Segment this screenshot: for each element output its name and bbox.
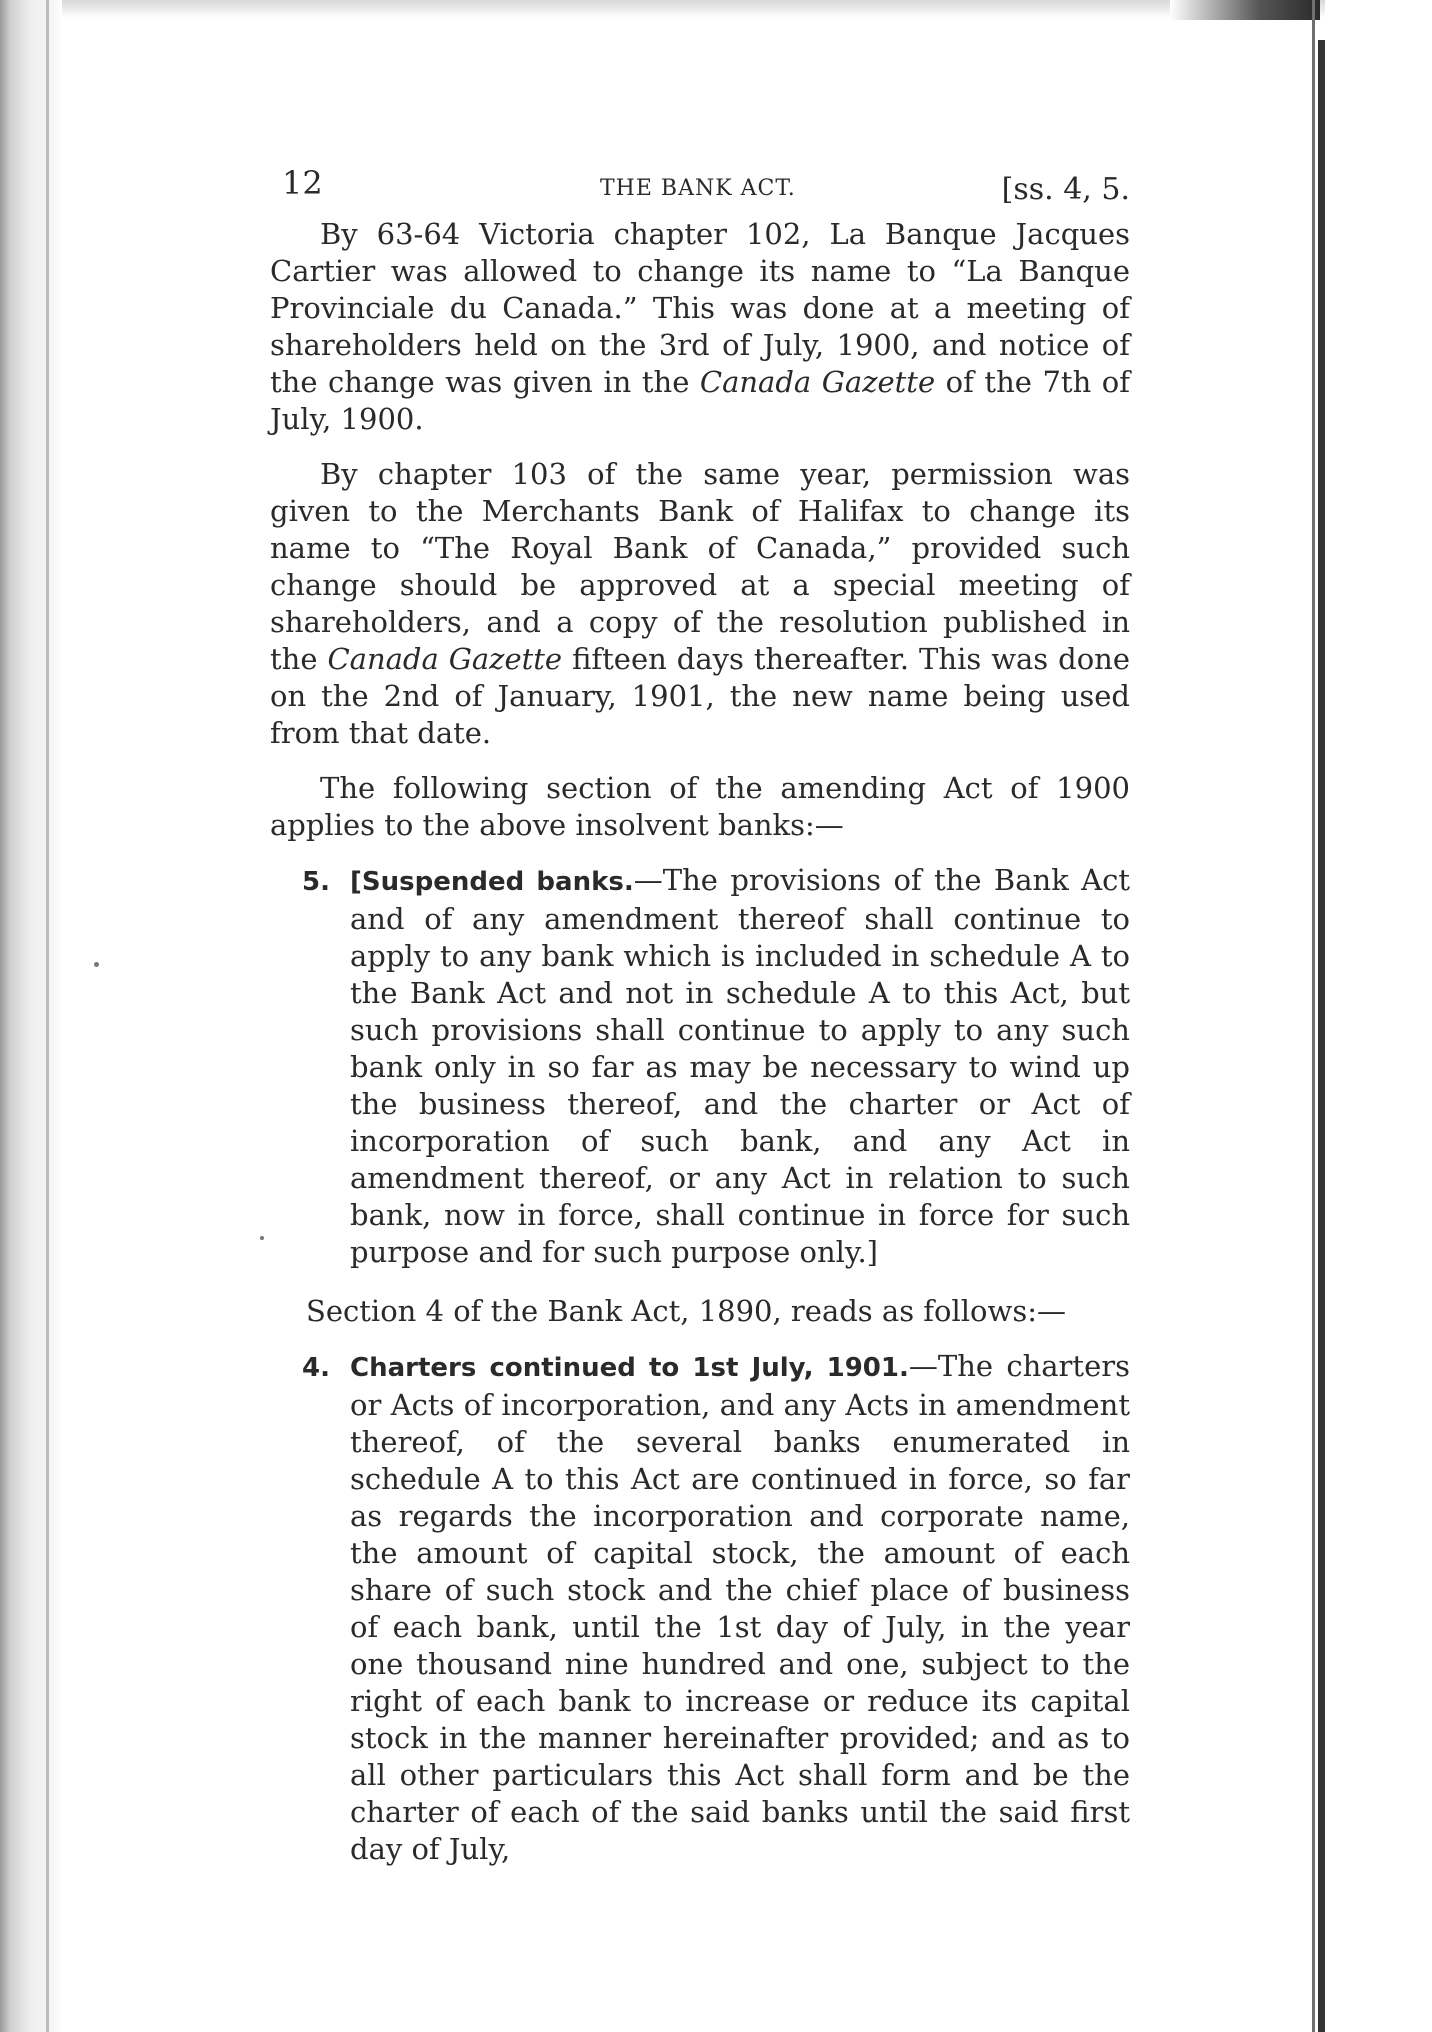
- section-title: Charters continued to 1st July, 1901.: [350, 1353, 909, 1383]
- page-edge: [1318, 40, 1325, 2032]
- scan-speck: [94, 962, 99, 967]
- section-4-intro: Section 4 of the Bank Act, 1890, reads as follows:—: [306, 1294, 1066, 1328]
- paragraph-royal-bank: [270, 456, 1130, 752]
- section-body: —The provisions of the Bank Act and of any amendment thereof shall continue to apply to any bank which is included in schedule A to the Bank Act and not in schedule A to this Act, but such provisions shall continue to apply to any such bank only in so far as may be necessary to wind up the business thereof, and the charter or Act of incorporation of such bank, and any Act in amendment thereof, or any Act in relation to such bank, now in force, shall continue in force for such purpose and for such purpose only.]: [350, 863, 1130, 1269]
- book-page: [270, 160, 1130, 1890]
- paragraph-amending-act: The following section of the amending Act of 1900 applies to the above insolvent banks:—: [270, 771, 1130, 842]
- page-edge-thin: [1312, 0, 1315, 2032]
- paragraph-text: By chapter 103 of the same year, permission was given to the Merchants Bank of Halifax to change its name to “The Royal Bank of Canada,” provided such change should be approved at a special meeting of shareholders, and a copy of the resolution published in the: [270, 457, 1130, 676]
- italic-gazette: Canada Gazette: [327, 642, 563, 676]
- section-number: 4.: [302, 1353, 330, 1383]
- running-title: THE BANK ACT.: [600, 176, 796, 201]
- page-header: [270, 160, 1130, 216]
- section-title: [Suspended banks.: [350, 867, 634, 897]
- section-reference: [ss. 4, 5.: [1001, 172, 1130, 207]
- paragraph-text: of the 7th of July, 1900.: [270, 365, 1130, 436]
- scan-speck: [260, 1236, 264, 1240]
- paragraph-text: By 63-64 Victoria chapter 102, La Banque Jacques Cartier was allowed to change its name to “La Banque Provinciale du Canada.” This was done at a meeting of shareholders held on the 3rd of July, 1900, and notice of the change was given in the: [270, 217, 1130, 399]
- paragraph-banque-provinciale: [270, 216, 1130, 438]
- page-number: 12: [282, 164, 323, 202]
- binding-line: [46, 0, 49, 2032]
- section-5-suspended-banks: [302, 862, 1130, 1271]
- section-body: —The charters or Acts of incorporation, and any Acts in amendment thereof, of the several banks enumerated in schedule A to this Act are continued in force, so far as regards the incorporation and corporate name, the amount of capital stock, the amount of each share of such stock and the chief place of business of each bank, until the 1st day of July, in the year one thousand nine hundred and one, subject to the right of each bank to increase or reduce its capital stock in the manner hereinafter provided; and as to all other particulars this Act shall form and be the charter of each of the said banks until the said first day of July,: [350, 1349, 1130, 1866]
- scan-top-right-smudge: [1170, 0, 1320, 20]
- adjacent-page: [1325, 0, 1432, 2032]
- italic-gazette: Canada Gazette: [699, 365, 936, 399]
- paragraph-text: fifteen days thereafter. This was done on the 2nd of January, 1901, the new name being used from that date.: [270, 642, 1131, 750]
- scan-left-edge: [0, 0, 62, 2032]
- section-number: 5.: [302, 867, 330, 897]
- section-4-charters: [302, 1348, 1130, 1868]
